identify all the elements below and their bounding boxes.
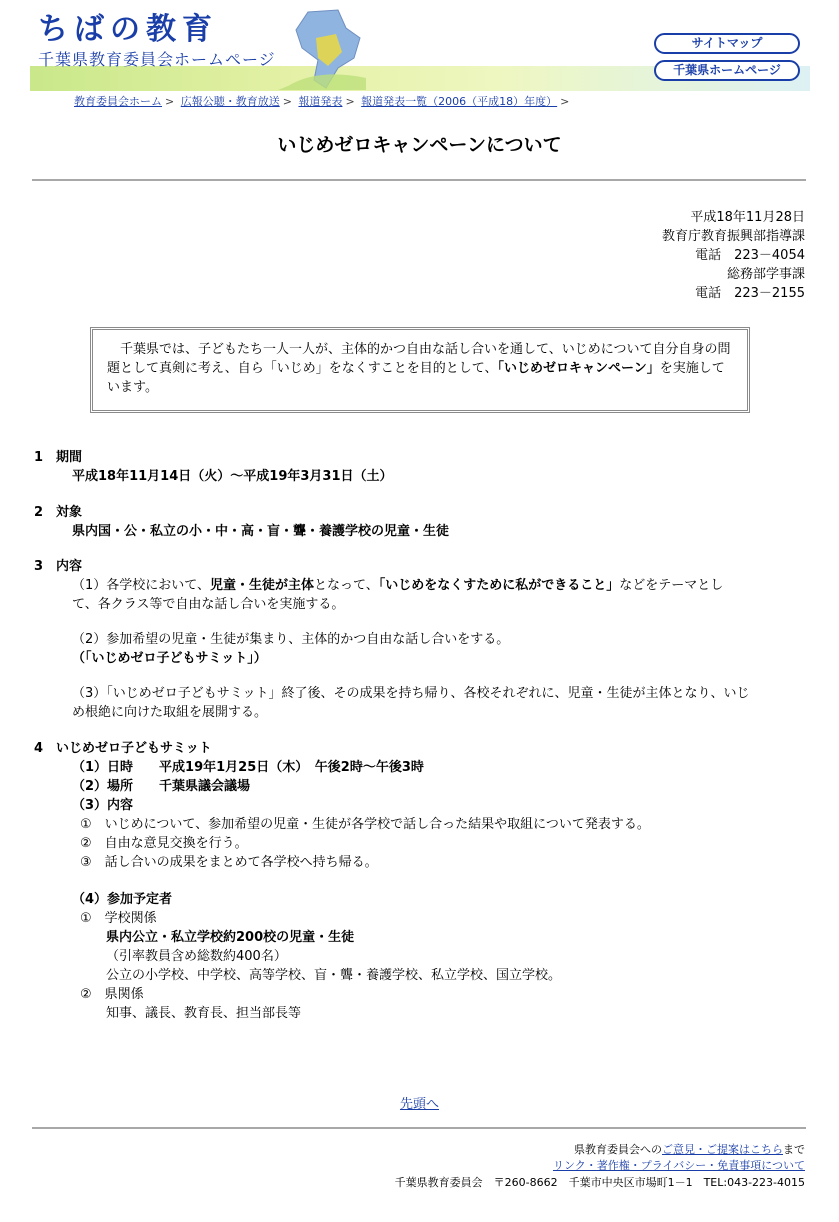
footer-divider [32, 1127, 806, 1129]
item-text: （1）各学校において、 [72, 578, 211, 593]
summary-campaign-name: 「いじめゼロキャンペーン」 [497, 361, 660, 376]
campaign-summary-box [90, 327, 750, 413]
section-3-item-3: （3）「いじめゼロ子どもサミット」終了後、その成果を持ち帰り、各校それぞれに、児童・生徒が主体となり、いじ [72, 686, 750, 701]
section-3-item-2: （2）参加希望の児童・生徒が集まり、主体的かつ自由な話し合いをする。 [72, 632, 510, 647]
participants-schools-count: 県内公立・私立学校約200校の児童・生徒 [106, 930, 355, 945]
breadcrumb-separator: > [345, 95, 355, 108]
release-date: 平成18年11月28日 [690, 210, 805, 225]
site-logo-title[interactable]: ちばの教育 [38, 12, 218, 47]
footer-feedback [574, 1142, 805, 1158]
section-1-heading: 1 期間 [34, 450, 83, 465]
breadcrumb-separator: > [282, 95, 292, 108]
participants-school-types: 公立の小学校、中学校、高等学校、盲・聾・養護学校、私立学校、国立学校。 [106, 968, 562, 983]
sitemap-button[interactable]: サイトマップ [654, 33, 800, 54]
contact-tel-1: 電話 223－4054 [695, 248, 805, 263]
item-emphasis: 「いじめをなくすために私ができること」 [378, 578, 620, 593]
feedback-link[interactable]: ご意見・ご提案はこちら [662, 1143, 783, 1156]
contact-info [662, 208, 805, 303]
section-2-target: 県内国・公・私立の小・中・高・盲・聾・養護学校の児童・生徒 [72, 524, 450, 539]
summit-content-2: ② 自由な意見交換を行う。 [80, 836, 248, 851]
summit-datetime: （1）日時 平成19年1月25日（木） 午後2時～午後3時 [72, 760, 424, 775]
footer-policy [553, 1158, 805, 1174]
summit-content-1: ① いじめについて、参加希望の児童・生徒が各学校で話し合った結果や取組について発表する。 [80, 817, 650, 832]
breadcrumb-separator: > [165, 95, 175, 108]
section-3-item-1 [72, 576, 723, 595]
item-text: などをテーマとし [619, 578, 724, 593]
footer-feedback-suffix: まで [783, 1143, 805, 1156]
contact-tel-2: 電話 223－2155 [695, 286, 805, 301]
breadcrumb-link-board-home[interactable]: 教育委員会ホーム [74, 95, 162, 108]
summary-text-end: を実施しています。 [107, 361, 725, 395]
summit-content-heading: （3）内容 [72, 798, 134, 813]
summary-text: 千葉県では、子どもたち一人一人が、主体的かつ自由な話し合いを通して、いじめについて自分自身の問題として真剣に考え、自ら「いじめ」をなくすことを目的として、 [107, 342, 731, 376]
breadcrumb [74, 94, 572, 110]
participants-schools: ① 学校関係 [80, 911, 157, 926]
summit-content-3: ③ 話し合いの成果をまとめて各学校へ持ち帰る。 [80, 855, 378, 870]
participants-total: （引率教員含め総数約400名） [106, 949, 287, 964]
contact-dept-2: 総務部学事課 [726, 267, 805, 282]
page-title: いじめゼロキャンペーンについて [277, 134, 562, 156]
breadcrumb-link-press[interactable]: 報道発表 [298, 95, 343, 108]
participants-officials: 知事、議長、教育長、担当部長等 [106, 1006, 302, 1021]
participants-heading: （4）参加予定者 [72, 892, 173, 907]
breadcrumb-separator: > [560, 95, 570, 108]
summit-venue: （2）場所 千葉県議会議場 [72, 779, 251, 794]
breadcrumb-link-press-list[interactable]: 報道発表一覧（2006（平成18）年度） [361, 95, 558, 108]
title-divider [32, 179, 806, 181]
item-emphasis: 児童・生徒が主体 [210, 578, 315, 593]
section-4-heading: 4 いじめゼロ子どもサミット [34, 741, 212, 756]
section-2-heading: 2 対象 [34, 505, 83, 520]
contact-dept-1: 教育庁教育振興部指導課 [661, 229, 805, 244]
section-3-item-1-cont: て、各クラス等で自由な話し合いを実施する。 [72, 597, 345, 612]
chiba-pref-home-button[interactable]: 千葉県ホームページ [654, 60, 800, 81]
site-logo-subtitle[interactable]: 千葉県教育委員会ホームページ [38, 50, 276, 69]
site-header [0, 0, 839, 94]
section-3-item-3-cont: め根絶に向けた取組を展開する。 [72, 705, 268, 720]
section-3-heading: 3 内容 [34, 559, 83, 574]
item-text: となって、 [314, 578, 379, 593]
section-3-item-2-summit: （「いじめゼロ子どもサミット」） [72, 651, 267, 666]
footer-address: 千葉県教育委員会 〒260-8662 千葉市中央区市場町1－1 TEL:043-223-4015 [394, 1176, 805, 1189]
policy-link[interactable]: リンク・著作権・プライバシー・免責事項について [552, 1159, 805, 1172]
footer-feedback-text: 県教育委員会への [574, 1143, 662, 1156]
back-to-top-link[interactable]: 先頭へ [399, 1097, 439, 1112]
breadcrumb-link-pr[interactable]: 広報公聴・教育放送 [180, 95, 280, 108]
back-to-top [0, 1096, 839, 1115]
participants-prefecture: ② 県関係 [80, 987, 144, 1002]
chiba-map-logo-icon [278, 8, 368, 90]
section-1-period: 平成18年11月14日（火）～平成19年3月31日（土） [72, 469, 393, 484]
